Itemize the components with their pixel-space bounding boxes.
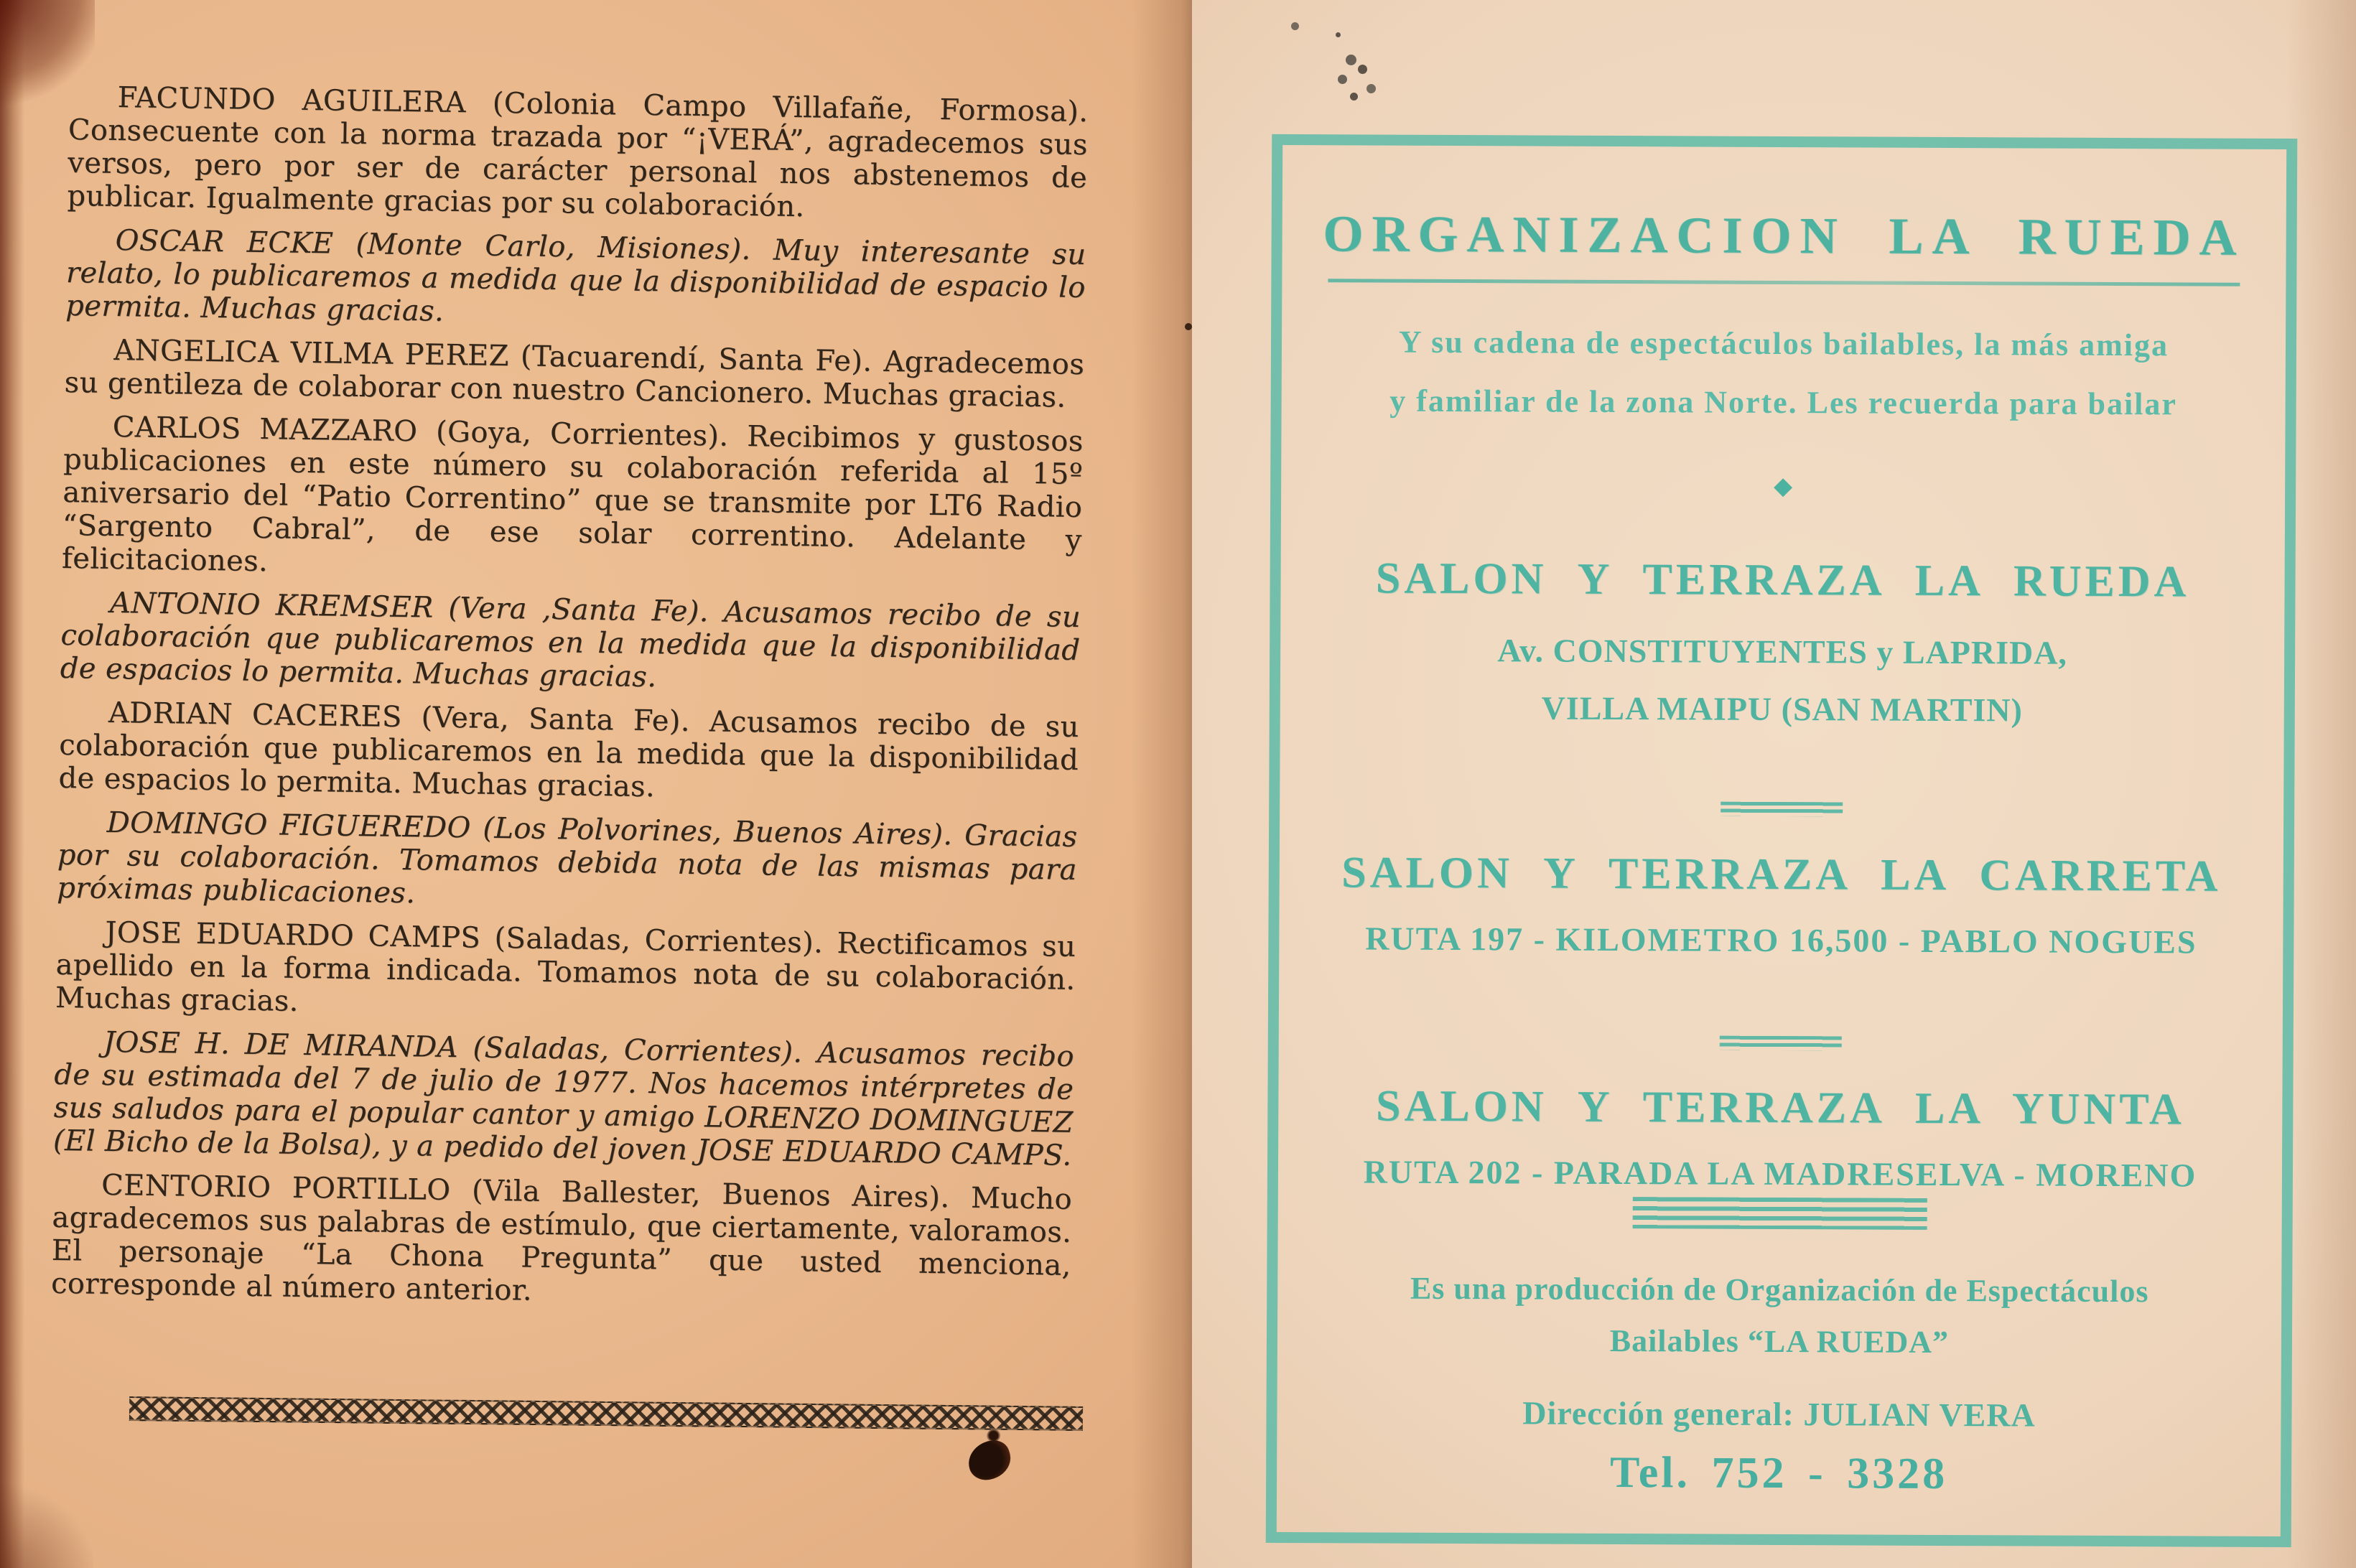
contributor-notes-column	[51, 80, 1089, 1326]
stripe-separator	[1721, 802, 1843, 817]
contributor-note: CARLOS MAZZARO (Goya, Corrientes). Recibimos y gustosos publicaciones en este número su colaboración referida al 15º aniversario del “Patio Correntino” que se transmite por LT6 Radio “Sargento Cabral”, de ese solar correntino. Adelante y felicitaciones.	[61, 410, 1084, 579]
venue3-name: SALON Y TERRAZA LA YUNTA	[1375, 1081, 2185, 1134]
tagline-line1: Y su cadena de espectáculos bailables, la más amiga	[1398, 324, 2169, 363]
director-credit: Dirección general: JULIAN VERA	[1522, 1394, 2036, 1434]
contributor-note: FACUNDO AGUILERA (Colonia Campo Villafañe, Formosa). Consecuente con la norma trazada por “¡VERÁ”, agradecemos sus versos, pero por ser de carácter personal nos abstenemos de publicar. Igualmente gracias por su colaboración.	[67, 81, 1089, 224]
advert-frame	[1266, 134, 2298, 1547]
production-credit-line2: Bailables “LA RUEDA”	[1609, 1322, 1950, 1361]
venue3-address: RUTA 202 - PARADA LA MADRESELVA - MORENO	[1363, 1153, 2197, 1194]
venue1-address-line2: VILLA MAIPU (SAN MARTIN)	[1541, 689, 2024, 729]
page-edge-shadow	[0, 0, 24, 1568]
advert-title: ORGANIZACION LA RUEDA	[1323, 205, 2245, 266]
bottom-corner-shadow	[0, 1475, 93, 1568]
contributor-note: JOSE H. DE MIRANDA (Saladas, Corrientes). Acusamos recibo de su estimada del 7 de julio de 1977. Nos hacemos intérpretes de sus saludos para el popular cantor y amigo LORENZO DOMINGUEZ (El Bicho de la Bolsa), y a pedido del joven JOSE EDUARDO CAMPS.	[52, 1025, 1075, 1172]
ink-blot	[963, 1436, 1015, 1485]
paper-specks	[1185, 323, 1192, 330]
contributor-note: ADRIAN CACERES (Vera, Santa Fe). Acusamos recibo de su colaboración que publicaremos en la medida que la disponibilidad de espacios lo permita. Muchas gracias.	[58, 696, 1080, 804]
venue2-name: SALON Y TERRAZA LA CARRETA	[1341, 848, 2222, 901]
right-page	[1192, 0, 2356, 1568]
phone-number: Tel. 752 - 3328	[1609, 1447, 1948, 1499]
tagline-line2: y familiar de la zona Norte. Les recuerda para bailar	[1389, 383, 2178, 422]
smudge-marks	[1336, 32, 1341, 37]
contributor-note: ANTONIO KREMSER (Vera ,Santa Fe). Acusamos recibo de su colaboración que publicaremos en la medida que la disponibilidad de espacios lo permita. Muchas gracias.	[60, 586, 1081, 694]
contributor-note: JOSE EDUARDO CAMPS (Saladas, Corrientes). Rectificamos su apellido en la forma indicada. Tomamos nota de su colaboración. Muchas gracias.	[55, 915, 1076, 1018]
venue1-address-line1: Av. CONSTITUYENTES y LAPRIDA,	[1497, 632, 2068, 671]
contributor-note: ANGELICA VILMA PEREZ (Tacuarendí, Santa Fe). Agradecemos su gentileza de colaborar con nuestro Cancionero. Muchas gracias.	[64, 333, 1085, 414]
diamond-ornament-icon: ◆	[1773, 472, 1793, 500]
title-underline	[1328, 279, 2240, 286]
production-credit-line1: Es una producción de Organización de Espectáculos	[1410, 1270, 2149, 1310]
contributor-note: OSCAR ECKE (Monte Carlo, Misiones). Muy interesante su relato, lo publicaremos a medida que la disponibilidad de espacio lo permita. Muchas gracias.	[65, 223, 1086, 328]
venue2-address: RUTA 197 - KILOMETRO 16,500 - PABLO NOGUES	[1365, 920, 2197, 961]
contributor-note: CENTORIO PORTILLO (Vila Ballester, Buenos Aires). Mucho agradecemos sus palabras de estímulo, que ciertamente, valoramos. El personaje “La Chona Pregunta” que usted menciona, corresponde al número anterior.	[50, 1168, 1073, 1307]
stripe-separator	[1720, 1036, 1842, 1051]
venue1-name: SALON Y TERRAZA LA RUEDA	[1375, 554, 2190, 607]
wide-stripe-separator	[1633, 1197, 1927, 1230]
contributor-note: DOMINGO FIGUEREDO (Los Polvorines, Buenos Aires). Gracias por su colaboración. Tomamos debida nota de las mismas para próximas publicaciones.	[56, 806, 1078, 910]
lattice-ornament-border	[129, 1396, 1083, 1431]
